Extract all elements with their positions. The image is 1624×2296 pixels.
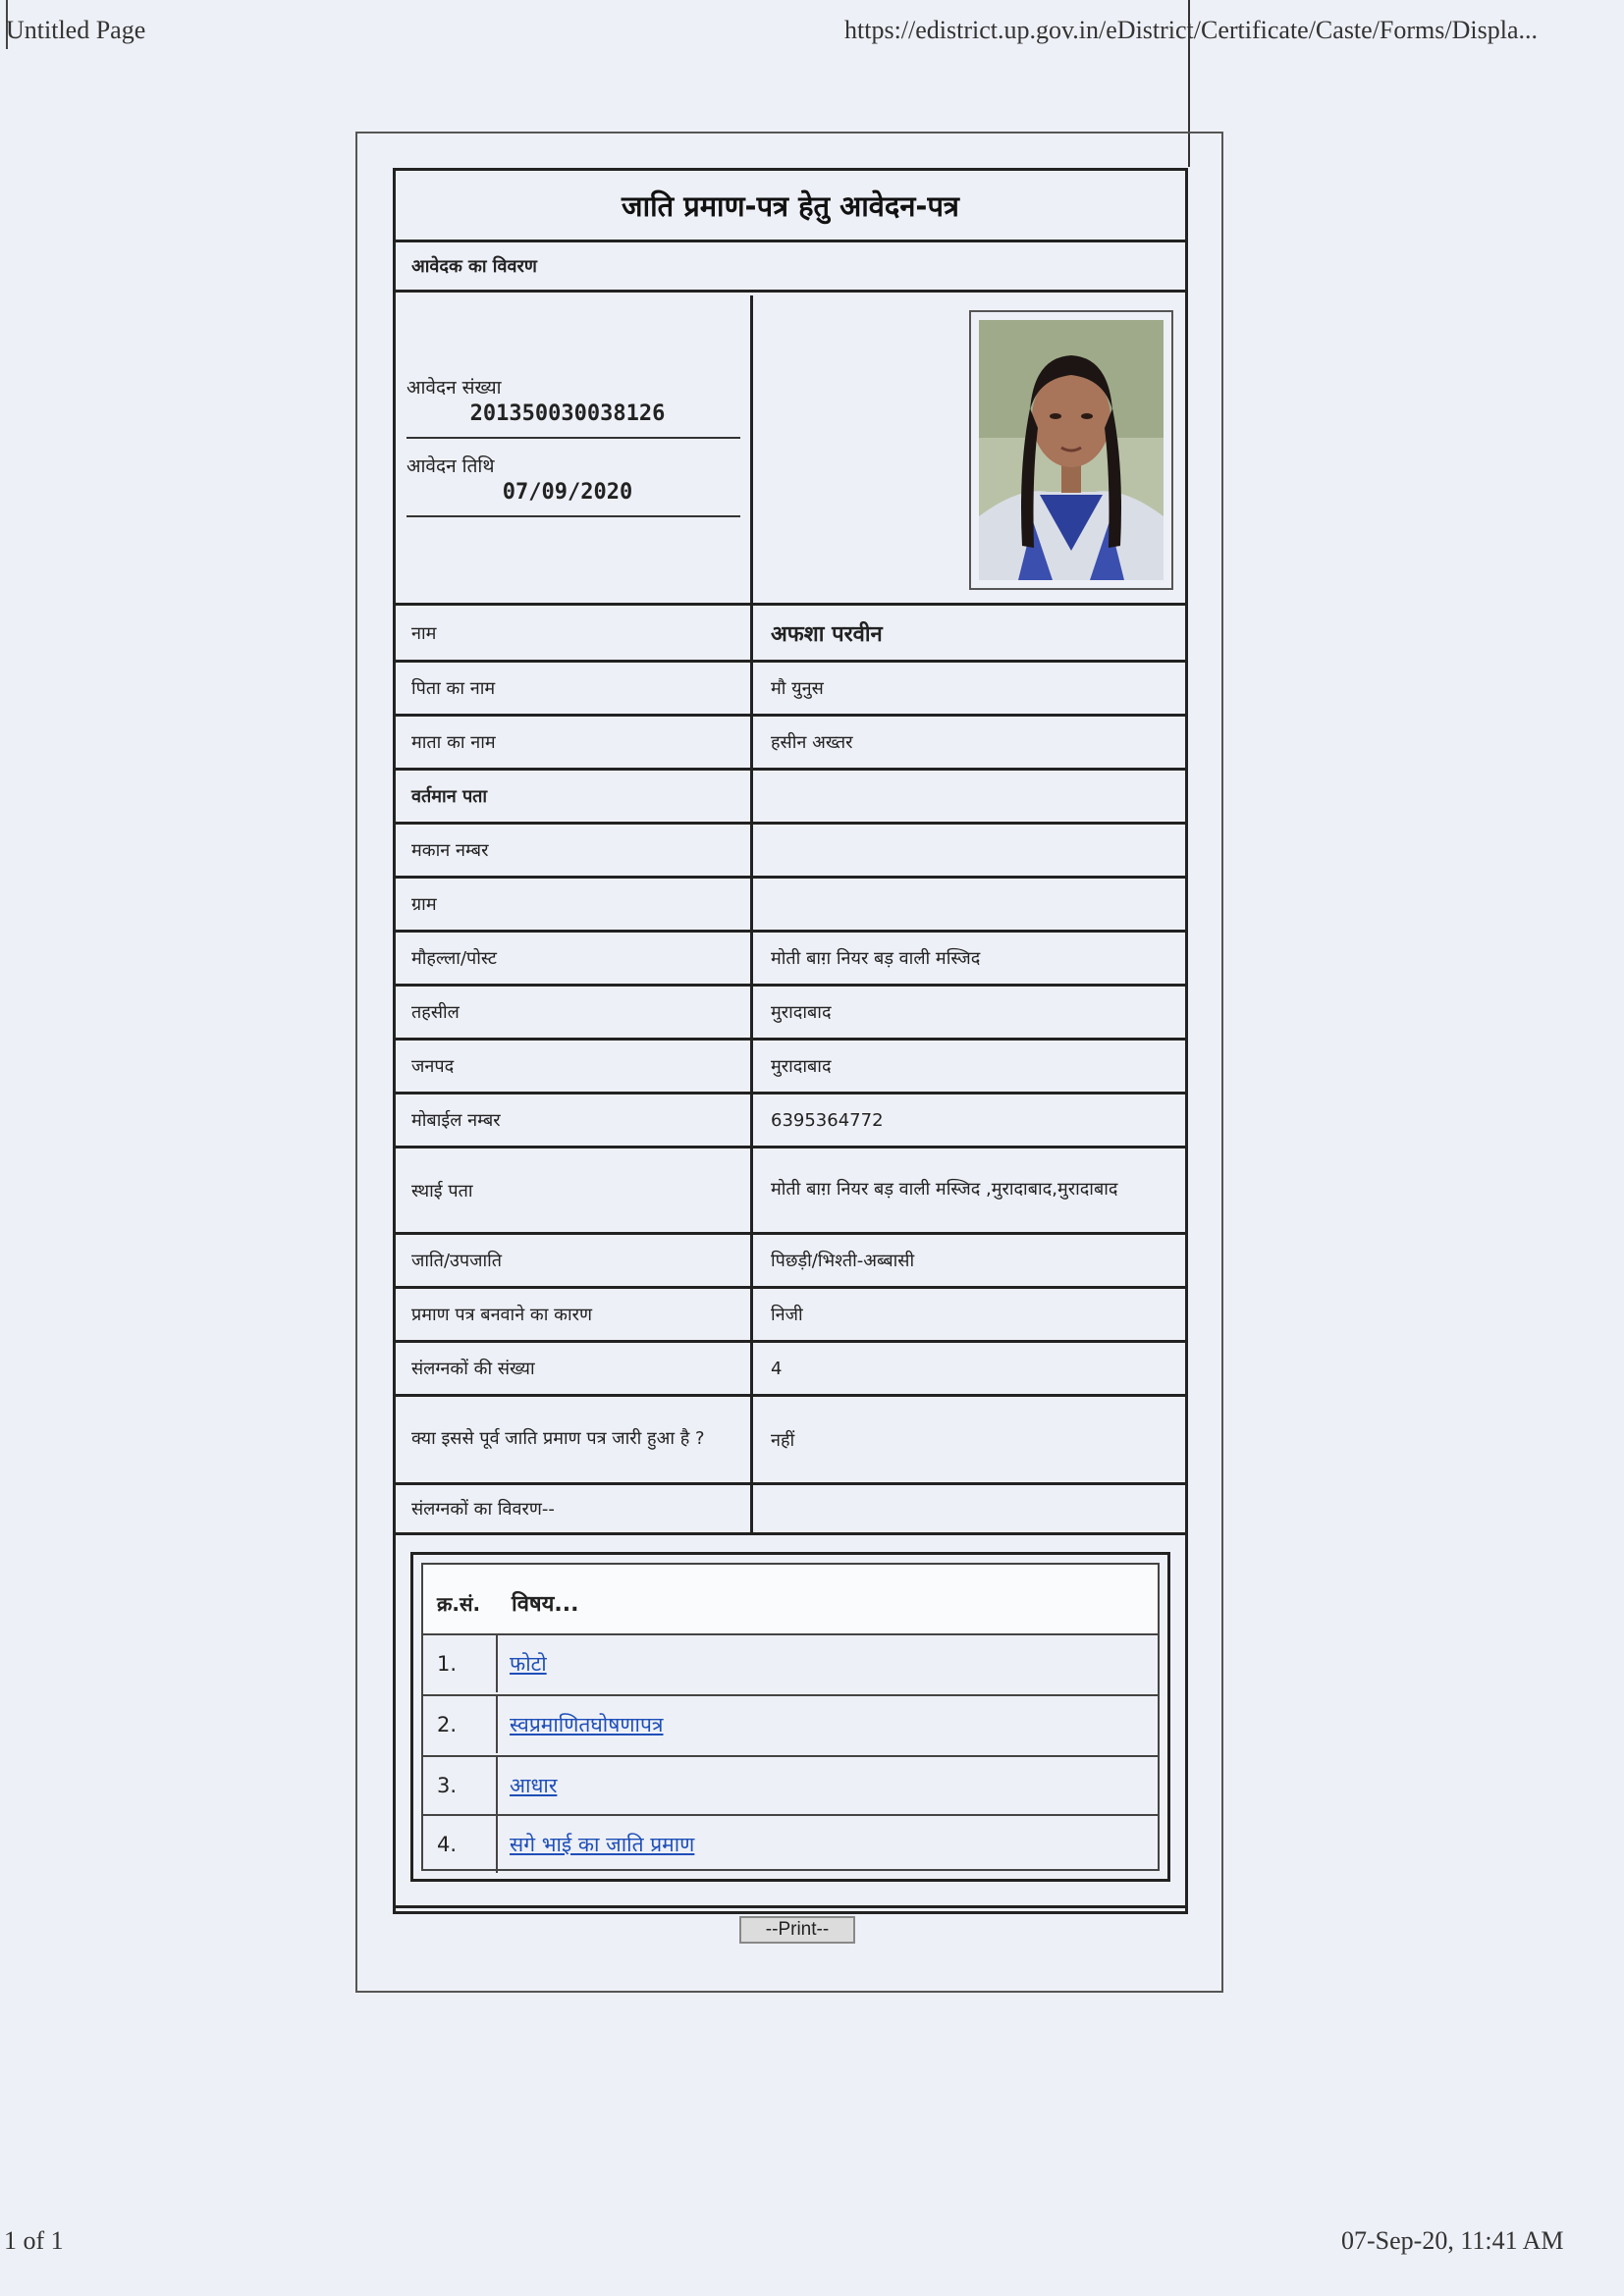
field-label: माता का नाम	[396, 717, 753, 768]
field-value: 6395364772	[771, 1109, 884, 1131]
attachment-link-aadhaar[interactable]: आधार	[510, 1774, 558, 1797]
field-label: ग्राम	[396, 879, 753, 930]
table-row	[396, 930, 1185, 984]
attachment-row	[423, 1814, 1158, 1873]
attachment-serial: 4.	[423, 1816, 498, 1873]
field-value: निजी	[771, 1305, 803, 1325]
divider	[406, 437, 740, 439]
table-row	[396, 714, 1185, 768]
field-value: पिछड़ी/भिश्ती-अब्बासी	[771, 1251, 915, 1271]
field-value: 4	[771, 1358, 783, 1379]
field-label: मोबाईल नम्बर	[396, 1095, 753, 1146]
field-value: मुरादाबाद	[771, 1056, 832, 1077]
table-row	[396, 984, 1185, 1038]
column-header-serial: क्र.सं.	[437, 1592, 481, 1616]
divider	[406, 515, 740, 517]
field-value: मोती बाग़ नियर बड़ वाली मस्जिद ,मुरादाबाद,मुरादाबाद	[771, 1179, 1118, 1201]
attachment-serial: 3.	[423, 1757, 498, 1814]
print-button[interactable]: --Print--	[739, 1916, 855, 1944]
field-label: क्या इससे पूर्व जाति प्रमाण पत्र जारी हुआ है ?	[396, 1397, 753, 1482]
table-row	[396, 1286, 1185, 1340]
attachments-header	[423, 1565, 1158, 1634]
field-label: वर्तमान पता	[396, 771, 753, 822]
table-row	[396, 822, 1185, 876]
attachment-row	[423, 1633, 1158, 1692]
table-row	[396, 1092, 1185, 1146]
attachment-row	[423, 1694, 1158, 1753]
application-number-label: आवेदन संख्या	[406, 377, 502, 399]
field-label: प्रमाण पत्र बनवाने का कारण	[396, 1289, 753, 1340]
field-value: हसीन अख्तर	[771, 732, 853, 753]
field-label: पिता का नाम	[396, 663, 753, 714]
table-row	[396, 1038, 1185, 1092]
section-label: आवेदक का विवरण	[396, 241, 1185, 293]
application-info	[396, 295, 753, 603]
field-label: जाति/उपजाति	[396, 1235, 753, 1286]
attachment-serial: 2.	[423, 1696, 498, 1753]
form-title: जाति प्रमाण-पत्र हेतु आवेदन-पत्र	[396, 171, 1185, 242]
field-label: मकान नम्बर	[396, 825, 753, 876]
page-count: 1 of 1	[4, 2226, 64, 2255]
applicant-photo-frame	[969, 310, 1173, 590]
table-row	[396, 660, 1185, 714]
field-value: मोती बाग़ नियर बड़ वाली मस्जिद	[771, 948, 981, 969]
field-value: मौ युनुस	[771, 678, 824, 699]
attachment-link-photo[interactable]: फोटो	[510, 1652, 547, 1676]
table-row	[396, 768, 1185, 822]
table-row	[396, 1232, 1185, 1286]
applicant-photo	[979, 320, 1164, 580]
attachment-link-brother-caste-certificate[interactable]: सगे भाई का जाति प्रमाण	[510, 1833, 695, 1856]
application-date-label: आवेदन तिथि	[406, 455, 495, 477]
application-date: 07/09/2020	[502, 480, 633, 505]
table-row	[396, 1340, 1185, 1394]
field-value	[755, 879, 1185, 930]
column-header-subject: विषय...	[512, 1592, 579, 1617]
field-value: अफशा परवीन	[771, 621, 883, 647]
field-value: नहीं	[771, 1429, 795, 1451]
table-row	[396, 603, 1185, 660]
field-label: संलग्नकों का विवरण--	[396, 1485, 753, 1532]
field-value: मुरादाबाद	[771, 1002, 832, 1023]
field-value	[755, 771, 1185, 822]
field-label: संलग्नकों की संख्या	[396, 1343, 753, 1394]
page-url: https://edistrict.up.gov.in/eDistrict/Certificate/Caste/Forms/Displa...	[844, 16, 1538, 44]
field-label: जनपद	[396, 1041, 753, 1092]
field-label: मौहल्ला/पोस्ट	[396, 933, 753, 984]
table-row	[396, 1394, 1185, 1482]
application-form	[393, 168, 1188, 1940]
attachment-serial: 1.	[423, 1635, 498, 1692]
field-label: नाम	[396, 606, 753, 660]
table-row	[396, 1482, 1185, 1535]
field-label: तहसील	[396, 987, 753, 1038]
page-title: Untitled Page	[6, 16, 146, 44]
field-label: स्थाई पता	[396, 1148, 753, 1232]
field-value	[755, 825, 1185, 876]
table-row	[396, 1146, 1185, 1232]
attachments-inner	[421, 1563, 1160, 1871]
field-value	[755, 1485, 1185, 1532]
attachment-row	[423, 1755, 1158, 1814]
print-datetime: 07-Sep-20, 11:41 AM	[1341, 2226, 1564, 2255]
attachments-table	[410, 1552, 1170, 1882]
application-number: 201350030038126	[469, 401, 666, 426]
attachment-link-self-declaration[interactable]: स्वप्रमाणितघोषणापत्र	[510, 1713, 664, 1736]
table-row	[396, 876, 1185, 930]
